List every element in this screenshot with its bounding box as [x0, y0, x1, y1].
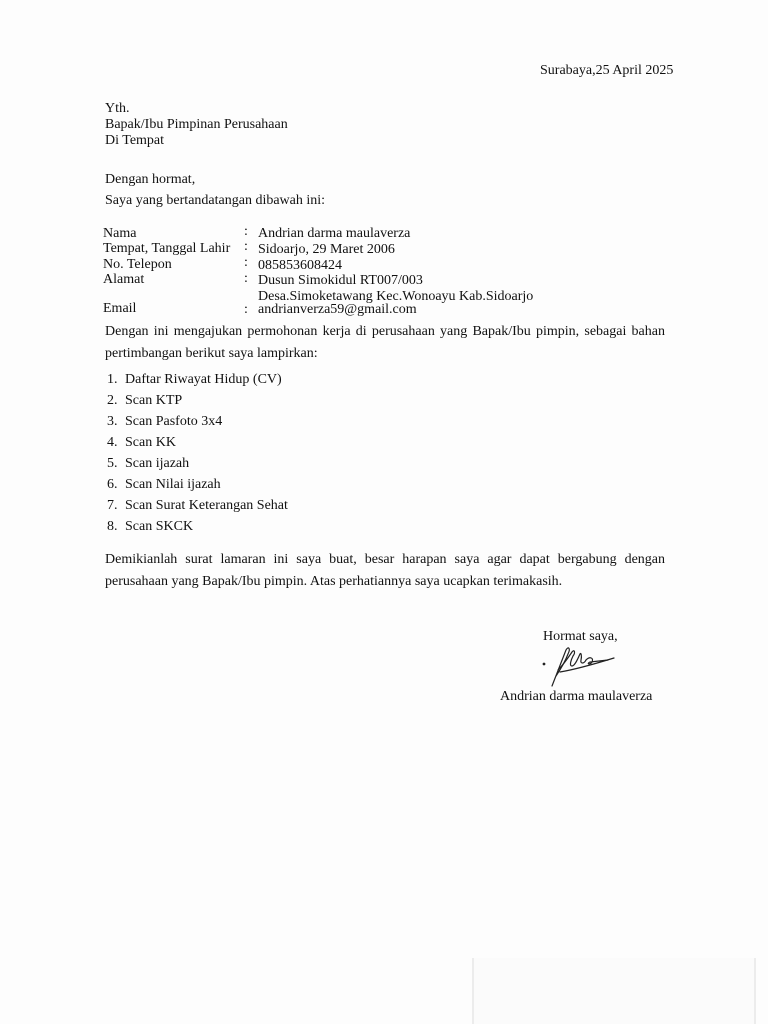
list-item — [107, 432, 288, 453]
list-text: Scan Pasfoto 3x4 — [125, 414, 223, 429]
colon: : — [244, 302, 248, 317]
attachment-list — [107, 369, 288, 537]
intro-text: Saya yang bertandatangan dibawah ini: — [105, 193, 326, 208]
signer-name: Andrian darma maulaverza — [500, 689, 653, 704]
closing-paragraph: Demikianlah surat lamaran ini saya buat, besar harapan saya agar dapat bergabung dengan perusahaan yang Bapak/Ibu pimpin. Atas perhatiannya saya ucapkan terimakasih. — [105, 552, 665, 589]
greeting: Dengan hormat, — [105, 172, 196, 187]
birth-value: Sidoarjo, 29 Maret 2006 — [258, 242, 395, 257]
address-line-1: Dusun Simokidul RT007/003 — [258, 273, 423, 288]
list-item — [107, 390, 288, 411]
list-item — [107, 516, 288, 537]
phone-label: No. Telepon — [103, 257, 172, 272]
body-paragraph: Dengan ini mengajukan permohonan kerja di perusahaan yang Bapak/Ibu pimpin, sebagai bahan pertimbangan berikut saya lampirkan: — [105, 324, 665, 361]
list-text: Scan KK — [125, 435, 176, 450]
list-text: Scan Surat Keterangan Sehat — [125, 498, 288, 513]
list-number: 4. — [107, 435, 118, 450]
handwritten-signature-icon — [538, 640, 618, 688]
list-text: Daftar Riwayat Hidup (CV) — [125, 372, 282, 387]
recipient-line-1: Yth. — [105, 101, 130, 116]
list-number: 6. — [107, 477, 118, 492]
list-item — [107, 474, 288, 495]
colon: : — [244, 239, 248, 254]
birth-label: Tempat, Tanggal Lahir — [103, 241, 231, 256]
list-item — [107, 495, 288, 516]
email-label: Email — [103, 301, 137, 316]
list-text: Scan ijazah — [125, 456, 190, 471]
name-label: Nama — [103, 226, 137, 241]
list-number: 1. — [107, 372, 118, 387]
phone-value: 085853608424 — [258, 258, 342, 273]
address-line-2: Desa.Simoketawang Kec.Wonoayu Kab.Sidoarjo — [258, 289, 534, 304]
list-item — [107, 411, 288, 432]
list-text: Scan SKCK — [125, 519, 194, 534]
closing-text: Hormat saya, — [543, 629, 618, 644]
list-number: 2. — [107, 393, 118, 408]
place-date: Surabaya,25 April 2025 — [540, 63, 674, 78]
colon: : — [244, 224, 248, 239]
list-text: Scan KTP — [125, 393, 183, 408]
name-value: Andrian darma maulaverza — [258, 226, 411, 241]
colon: : — [244, 271, 248, 286]
scan-artifact — [472, 958, 756, 1024]
list-item — [107, 453, 288, 474]
recipient-line-3: Di Tempat — [105, 133, 165, 148]
list-number: 7. — [107, 498, 118, 513]
list-number: 8. — [107, 519, 118, 534]
list-number: 5. — [107, 456, 118, 471]
colon: : — [244, 255, 248, 270]
list-number: 3. — [107, 414, 118, 429]
list-item — [107, 369, 288, 390]
email-value: andrianverza59@gmail.com — [258, 302, 417, 317]
address-label: Alamat — [103, 272, 145, 287]
list-text: Scan Nilai ijazah — [125, 477, 221, 492]
recipient-line-2: Bapak/Ibu Pimpinan Perusahaan — [105, 117, 288, 132]
